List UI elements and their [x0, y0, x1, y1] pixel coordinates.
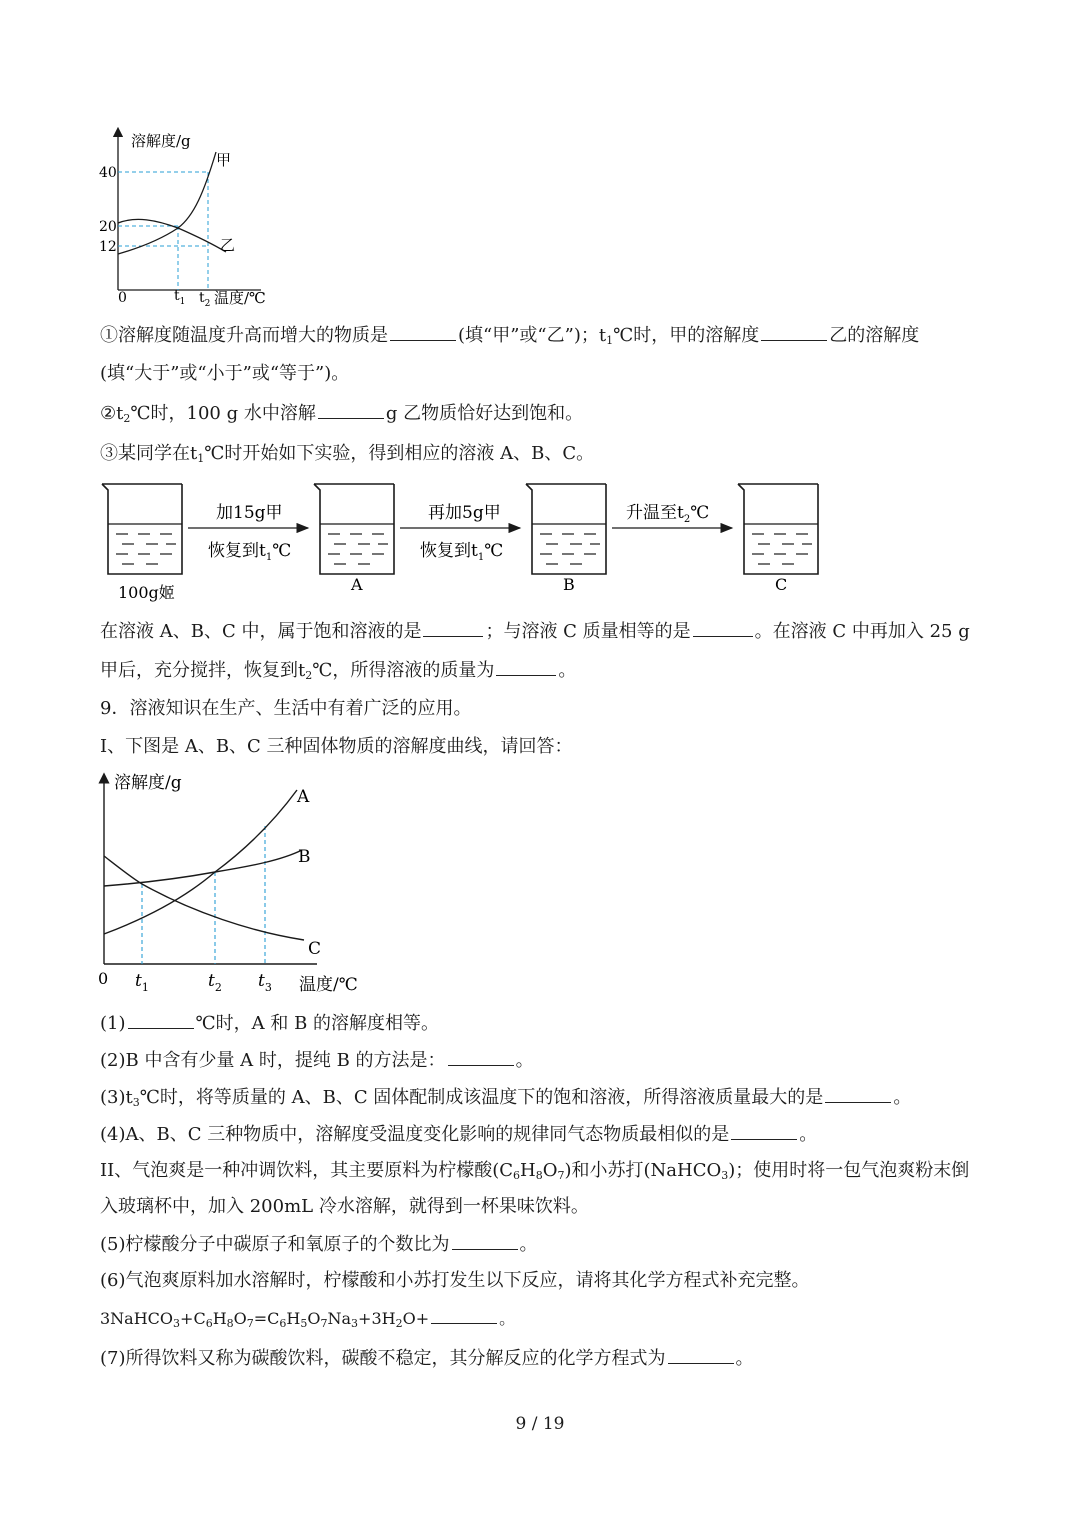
- x-axis-label: 温度/℃: [299, 975, 358, 995]
- series-label-jia: 甲: [216, 151, 232, 169]
- y-axis-label: 溶解度/g: [131, 132, 191, 150]
- step-1-bottom: 恢复到$t_1℃$: [208, 541, 292, 563]
- beaker-b-label: B: [563, 575, 575, 594]
- answer-blank[interactable]: [496, 657, 556, 676]
- question-2: $②t_2℃$时，100 g 水中溶解 g 乙物质恰好达到饱和。: [100, 400, 583, 432]
- beaker-start-label: 100g姬: [118, 583, 175, 602]
- x-tick-t2: $t_2$: [199, 290, 211, 309]
- step-3-top: 升温至$t_2℃$: [626, 503, 710, 525]
- curve-b: [104, 850, 302, 886]
- origin-label: 0: [98, 969, 109, 988]
- solubility-chart-1: [86, 120, 286, 315]
- answer-blank[interactable]: [668, 1345, 734, 1364]
- y-tick-20: 20: [99, 219, 117, 235]
- answer-blank[interactable]: [693, 618, 753, 637]
- beaker-b: [526, 484, 606, 574]
- sub-question-1: (1) ℃时，A 和 B 的溶解度相等。: [100, 1010, 439, 1037]
- series-label-a: A: [297, 787, 310, 807]
- answer-blank[interactable]: [448, 1047, 514, 1066]
- part-2-line-2: 入玻璃杯中，加入 200mL 冷水溶解，就得到一杯果味饮料。: [100, 1196, 589, 1217]
- x-tick-t3: $t_3$: [258, 971, 272, 994]
- step-1-top: 加15g甲: [216, 503, 283, 523]
- question-1-line-1: ①溶解度随温度升高而增大的物质是 (填“甲”或“乙”)；$t_1℃$时，甲的溶解度 乙的溶解度: [100, 322, 919, 354]
- chemical-equation: $3NaHCO_3+C_6H_8O_7=C_6H_5O_7Na_3+3H_2O+$ 。: [100, 1305, 515, 1337]
- answer-blank[interactable]: [390, 322, 456, 341]
- beaker-a: [314, 484, 394, 574]
- beaker-c: [738, 484, 818, 574]
- step-2-top: 再加5g甲: [428, 503, 501, 523]
- x-axis-label: 温度/℃: [214, 289, 266, 307]
- series-label-c: C: [308, 939, 322, 959]
- beaker-a-label: A: [351, 575, 363, 594]
- sub-question-2: (2)B 中含有少量 A 时，提纯 B 的方法是： 。: [100, 1047, 534, 1074]
- y-axis-label: 溶解度/g: [114, 773, 182, 793]
- answer-blank[interactable]: [761, 322, 827, 341]
- beaker-start: [102, 484, 182, 574]
- question-9-part-1: I、下图是 A、B、C 三种固体物质的溶解度曲线，请回答：: [100, 736, 573, 757]
- answer-blank[interactable]: [423, 618, 483, 637]
- answer-blank[interactable]: [318, 400, 384, 419]
- y-tick-40: 40: [99, 165, 117, 181]
- curve-yi: [118, 219, 226, 252]
- question-3b-line-2: 甲后，充分搅拌，恢复到$t_2℃$，所得溶液的质量为 。: [100, 657, 576, 689]
- sub-question-4: (4)A、B、C 三种物质中，溶解度受温度变化影响的规律同气态物质最相似的是 。: [100, 1121, 817, 1148]
- answer-blank[interactable]: [825, 1084, 891, 1103]
- x-tick-t1: $t_1$: [174, 288, 186, 307]
- sub-question-6: (6)气泡爽原料加水溶解时，柠檬酸和小苏打发生以下反应，请将其化学方程式补充完整。: [100, 1270, 810, 1291]
- part-2-line-1: II、气泡爽是一种冲调饮料，其主要原料为柠檬酸$(C_6H_8O_7)$和小苏打(NaHCO$_3$)；使用时将一包气泡爽粉末倒: [100, 1160, 970, 1182]
- series-label-b: B: [298, 847, 311, 867]
- origin-label: 0: [118, 290, 127, 306]
- question-9-title: 9．溶液知识在生产、生活中有着广泛的应用。: [100, 698, 472, 719]
- solubility-chart-2: [92, 766, 382, 1001]
- beaker-c-label: C: [775, 575, 788, 594]
- answer-blank[interactable]: [431, 1305, 497, 1324]
- question-3b-line-1: 在溶液 A、B、C 中，属于饱和溶液的是 ；与溶液 C 质量相等的是 。在溶液 C 中再加入 25 g: [100, 618, 970, 645]
- sub-question-5: (5)柠檬酸分子中碳原子和氧原子的个数比为 。: [100, 1231, 538, 1258]
- step-2-bottom: 恢复到$t_1℃$: [420, 541, 504, 563]
- x-tick-t2: $t_2$: [208, 971, 222, 994]
- sub-question-3: $(3)t_3℃$时，将等质量的 A、B、C 固体配制成该温度下的饱和溶液，所得溶液质量最大的是 。: [100, 1084, 911, 1116]
- page-number: 9 / 19: [515, 1414, 565, 1434]
- sub-question-7: (7)所得饮料又称为碳酸饮料，碳酸不稳定，其分解反应的化学方程式为 。: [100, 1345, 754, 1372]
- experiment-diagram: [96, 478, 836, 608]
- question-3: ③某同学在$t_1℃$时开始如下实验，得到相应的溶液 A、B、C。: [100, 443, 595, 465]
- question-1-line-2: (填“大于”或“小于”或“等于”)。: [100, 363, 350, 384]
- curve-c: [104, 856, 304, 940]
- answer-blank[interactable]: [452, 1231, 518, 1250]
- y-tick-12: 12: [99, 239, 117, 255]
- answer-blank[interactable]: [128, 1010, 194, 1029]
- series-label-yi: 乙: [220, 236, 236, 254]
- x-tick-t1: $t_1$: [135, 971, 149, 994]
- answer-blank[interactable]: [731, 1121, 797, 1140]
